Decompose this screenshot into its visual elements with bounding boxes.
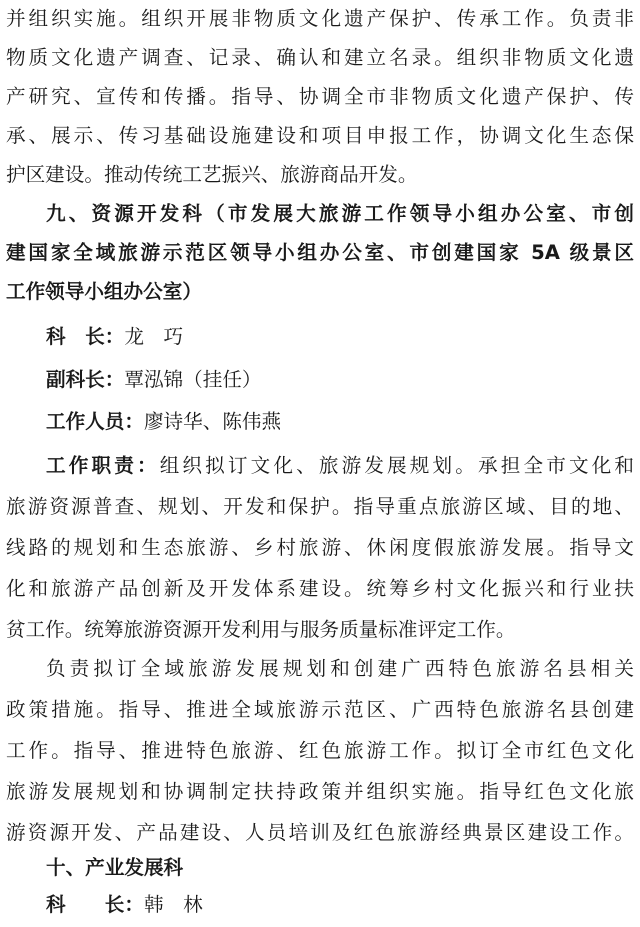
paragraph-line: 产研究、宣传和传播。指导、协调全市非物质文化遗产保护、传 bbox=[6, 85, 634, 108]
deputy-row bbox=[6, 363, 634, 397]
paragraph-line: 贫工作。统筹旅游资源开发利用与服务质量标准评定工作。 bbox=[6, 618, 516, 641]
paragraph-line: 线路的规划和生态旅游、乡村旅游、休闲度假旅游发展。指导文 bbox=[6, 536, 634, 559]
paragraph-line: 负责拟订全域旅游发展规划和创建广西特色旅游名县相关 bbox=[46, 657, 634, 680]
chief-value: 韩 林 bbox=[143, 893, 203, 916]
paragraph-line: 旅游资源普查、规划、开发和保护。指导重点旅游区域、目的地、 bbox=[6, 495, 634, 518]
chief-value: 龙 巧 bbox=[124, 325, 184, 348]
duty-label: 工作职责： bbox=[46, 454, 160, 477]
staff-value: 廖诗华、陈伟燕 bbox=[143, 410, 282, 433]
deputy-value: 覃泓锦（挂任） bbox=[124, 368, 262, 391]
paragraph-line: 化和旅游产品创新及开发体系建设。统筹乡村文化振兴和行业扶 bbox=[6, 577, 634, 600]
paragraph-line: 并组织实施。组织开展非物质文化遗产保护、传承工作。负责非 bbox=[6, 7, 634, 30]
paragraph-line: 政策措施。指导、推进全域旅游示范区、广西特色旅游名县创建 bbox=[6, 698, 634, 721]
section-heading: 十、产业发展科 bbox=[46, 856, 184, 879]
staff-row bbox=[6, 405, 634, 439]
duty-text: 组织拟订文化、旅游发展规划。承担全市文化和 bbox=[159, 454, 634, 477]
duty-row bbox=[6, 449, 634, 483]
section-heading: 建国家全域旅游示范区领导小组办公室、市创建国家 5A 级景区 bbox=[6, 241, 634, 264]
deputy-label: 副科长： bbox=[46, 368, 125, 391]
section-heading: 九、资源开发科（市发展大旅游工作领导小组办公室、市创 bbox=[46, 202, 634, 225]
paragraph-line: 护区建设。推动传统工艺振兴、旅游商品开发。 bbox=[6, 163, 418, 186]
paragraph-line: 旅游发展规划和协调制定扶持政策并组织实施。指导红色文化旅 bbox=[6, 780, 634, 803]
chief-row bbox=[6, 888, 634, 922]
chief-row bbox=[6, 320, 634, 354]
paragraph-line: 物质文化遗产调查、记录、确认和建立名录。组织非物质文化遗 bbox=[6, 46, 634, 69]
section-heading: 工作领导小组办公室） bbox=[6, 280, 202, 303]
staff-label: 工作人员： bbox=[46, 410, 144, 433]
paragraph-line: 承、展示、传习基础设施建设和项目申报工作，协调文化生态保 bbox=[6, 124, 634, 147]
paragraph-line: 游资源开发、产品建设、人员培训及红色旅游经典景区建设工作。 bbox=[6, 821, 634, 844]
chief-label: 科 长： bbox=[46, 893, 144, 916]
chief-label: 科 长： bbox=[46, 325, 125, 348]
paragraph-line: 工作。指导、推进特色旅游、红色旅游工作。拟订全市红色文化 bbox=[6, 739, 634, 762]
